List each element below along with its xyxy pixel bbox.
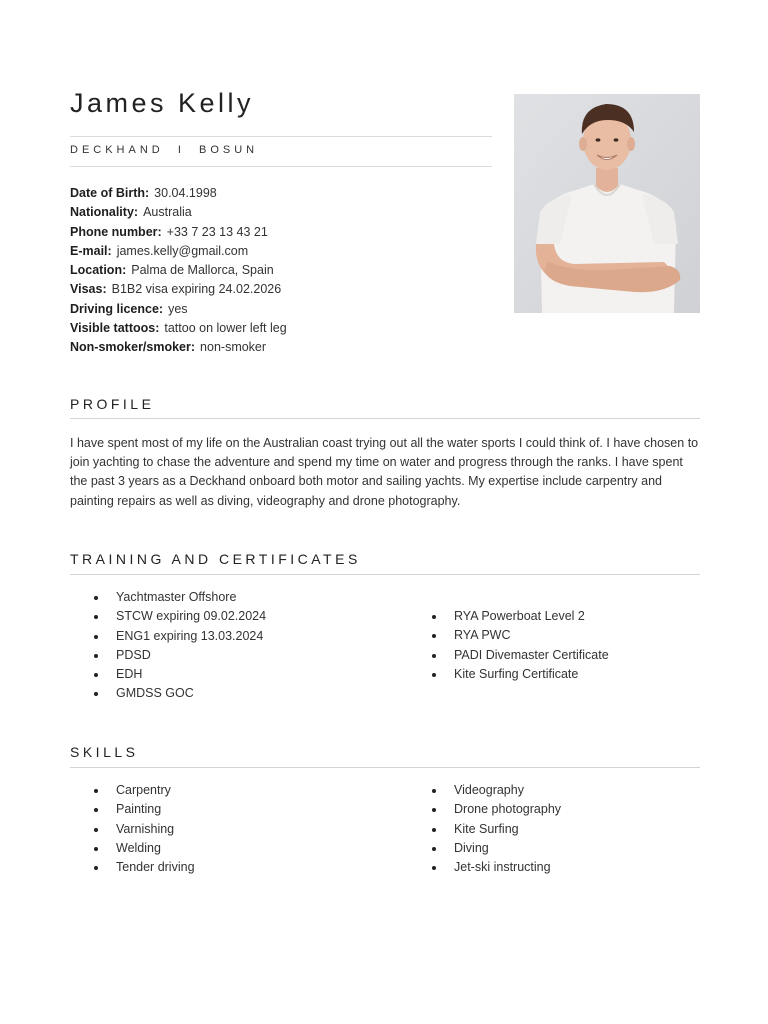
detail-row-driving-licence [70,300,287,319]
list-item: Drone photography [431,800,561,819]
detail-value: 30.04.1998 [154,186,217,200]
detail-value: Australia [143,205,192,220]
detail-label: Non-smoker/smoker: [70,340,196,355]
detail-value: james.kelly@gmail.com [116,243,249,258]
list-item: Kite Surfing Certificate [431,665,609,684]
training-list-left [93,588,266,704]
detail-row-phone [70,223,287,242]
skills-list-left [93,781,195,877]
profile-photo [514,94,700,313]
detail-row-nationality [70,203,287,222]
job-title: DECKHAND I BOSUN [70,144,259,156]
list-item: Diving [431,839,561,858]
detail-row-email [70,242,287,261]
list-item: Welding [93,839,195,858]
skills-list-right [431,781,561,877]
list-item: Painting [93,800,195,819]
detail-row-tattoos [70,319,287,338]
detail-label: Visas: [70,282,107,297]
list-item: RYA PWC [431,626,609,645]
list-item: STCW expiring 09.02.2024 [93,607,266,626]
list-item: Jet-ski instructing [431,858,561,877]
list-item: GMDSS GOC [93,684,266,703]
detail-value: B1B2 visa expiring 24.02.2026 [111,282,282,297]
detail-label: Date of Birth: [70,186,150,200]
detail-value: non-smoker [200,340,267,355]
list-item: Tender driving [93,858,195,877]
detail-label: Nationality: [70,205,139,220]
title-divider-bottom [70,166,492,167]
profile-text: I have spent most of my life on the Australian coast trying out all the water sports I could think of. I have chosen to join yachting to chase the adventure and spend my time on water and progress through the ranks. I have spent the past 3 years as a Deckhand onboard both motor and sailing yachts. My expertise include carpentry and painting repairs as well as diving, videography and drone photography. [70,436,699,508]
detail-value: +33 7 23 13 43 21 [166,224,268,239]
detail-row-smoker [70,338,287,357]
detail-value: yes [168,301,188,316]
profile-section-title: PROFILE [70,396,155,412]
skills-section-title: SKILLS [70,744,139,760]
detail-value: tattoo on lower left leg [164,321,287,336]
list-item: ENG1 expiring 13.03.2024 [93,627,266,646]
list-item: PDSD [93,646,266,665]
detail-label: E-mail: [70,243,112,258]
profile-divider [70,418,700,419]
title-divider-top [70,136,492,137]
list-item: EDH [93,665,266,684]
list-item: Varnishing [93,820,195,839]
candidate-name: James Kelly [70,88,255,118]
list-item: Carpentry [93,781,195,800]
detail-label: Location: [70,263,127,278]
training-section-title: TRAINING AND CERTIFICATES [70,551,361,567]
detail-row-visas [70,280,287,299]
detail-value: Palma de Mallorca, Spain [131,263,274,278]
training-divider [70,574,700,575]
list-item: Kite Surfing [431,820,561,839]
list-item: Yachtmaster Offshore [93,588,266,607]
list-item: Videography [431,781,561,800]
list-item: PADI Divemaster Certificate [431,646,609,665]
skills-divider [70,767,700,768]
personal-details [70,184,287,358]
portrait-illustration [514,94,700,313]
detail-label: Phone number: [70,224,162,239]
detail-row-date-of-birth [70,184,287,203]
list-item: RYA Powerboat Level 2 [431,607,609,626]
detail-label: Driving licence: [70,301,164,316]
detail-label: Visible tattoos: [70,321,160,336]
training-list-right [431,607,609,684]
detail-row-location [70,261,287,280]
